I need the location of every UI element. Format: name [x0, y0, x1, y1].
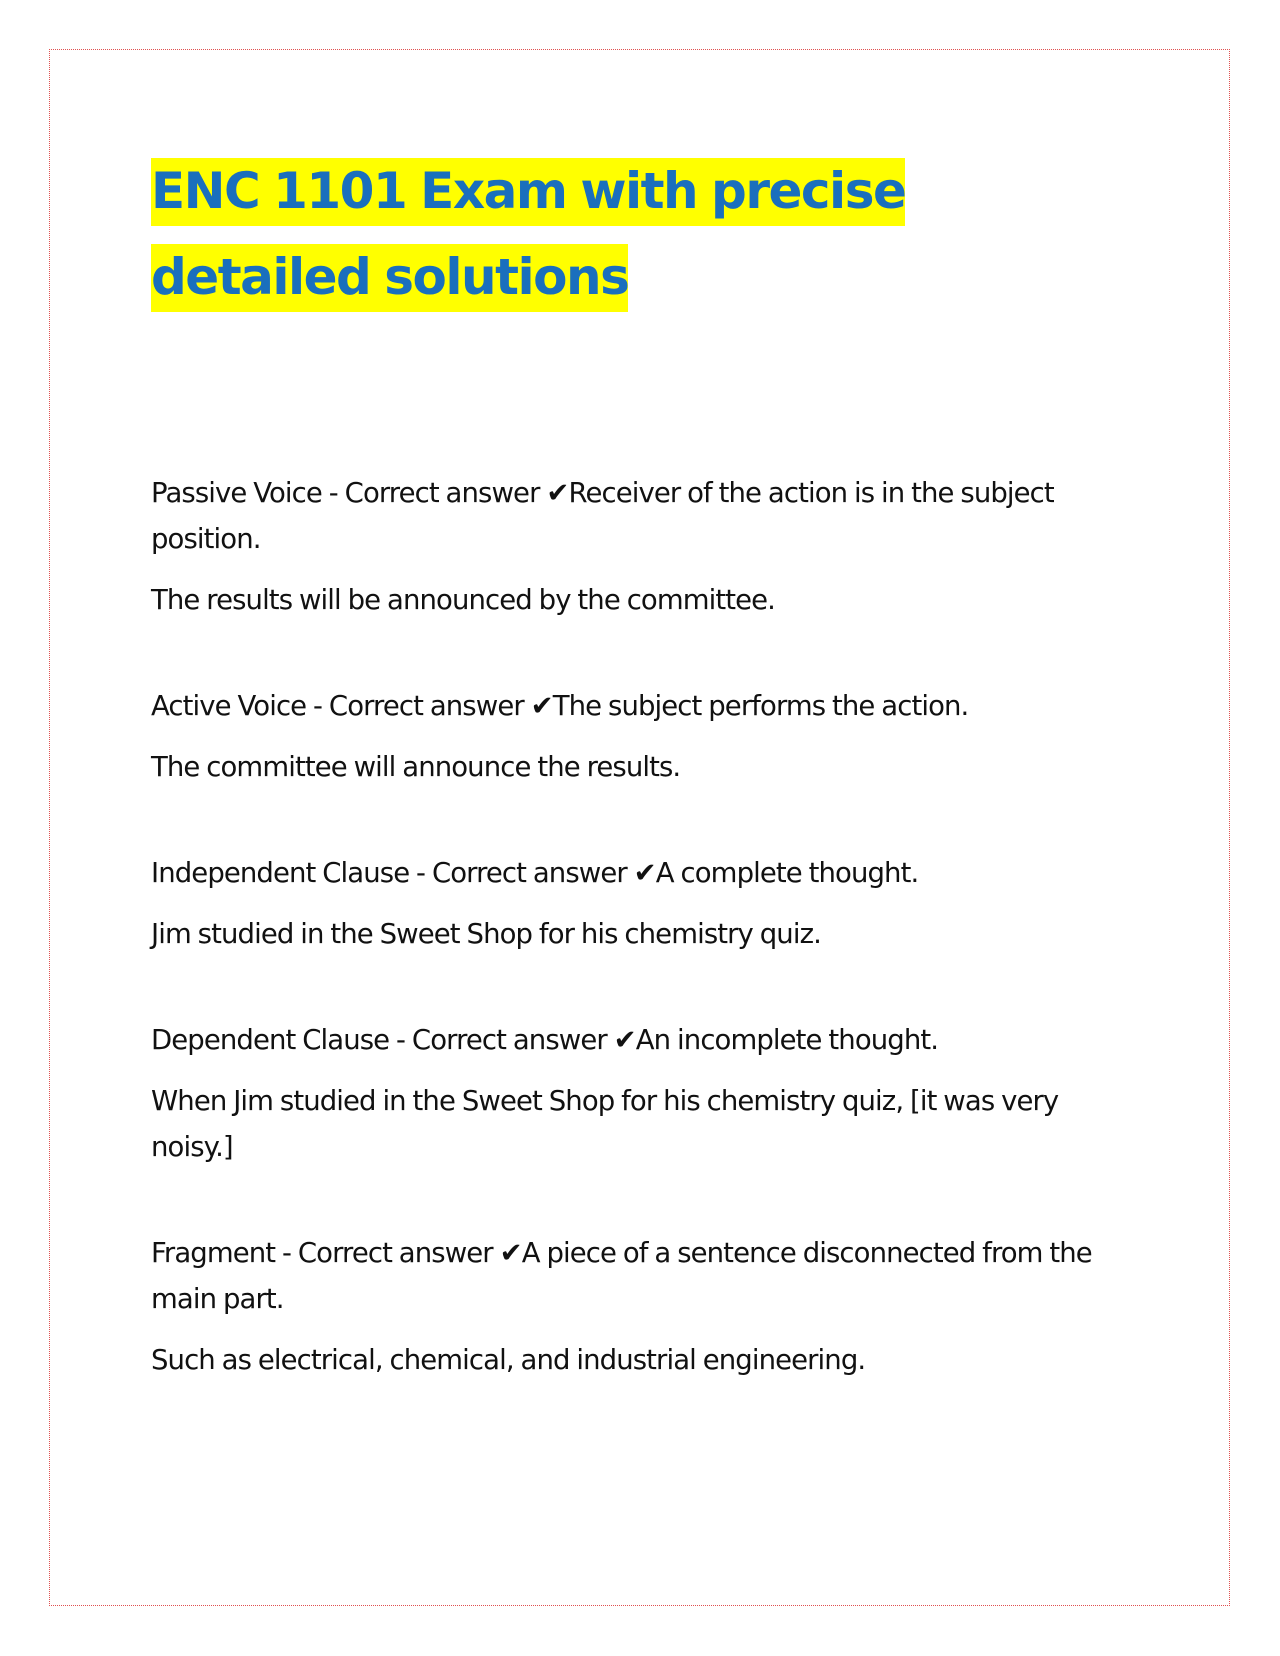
document-title	[151, 148, 1111, 320]
qa-entry	[151, 1017, 1111, 1170]
answer-prefix: Correct answer	[431, 857, 627, 889]
check-icon: ✔	[546, 477, 569, 509]
entry-definition: A piece of a sentence disconnected from the main part.	[151, 1237, 1092, 1315]
answer-prefix: Correct answer	[328, 690, 524, 722]
entry-example: The committee will announce the results.	[151, 751, 681, 783]
check-icon: ✔	[633, 857, 656, 889]
entry-term: Dependent Clause	[151, 1024, 390, 1056]
qa-entry	[151, 470, 1111, 623]
entry-question: Dependent Clause - Correct answer ✔An incomplete thought.	[151, 1024, 939, 1056]
entry-term: Passive Voice	[151, 477, 322, 509]
qa-entry	[151, 683, 1111, 790]
entry-term: Fragment	[151, 1237, 276, 1269]
entry-example: When Jim studied in the Sweet Shop for his chemistry quiz, [it was very noisy.]	[151, 1085, 1059, 1163]
entry-definition: Receiver of the action is in the subject position.	[151, 477, 1054, 555]
check-icon: ✔	[613, 1024, 636, 1056]
entry-question: Active Voice - Correct answer ✔The subject performs the action.	[151, 690, 969, 722]
entry-definition: An incomplete thought.	[635, 1024, 939, 1056]
entry-question: Fragment - Correct answer ✔A piece of a sentence disconnected from the main part.	[151, 1237, 1092, 1315]
entry-term: Independent Clause	[151, 857, 410, 889]
title-highlight: ENC 1101 Exam with precise detailed solutions	[151, 158, 905, 312]
entry-term: Active Voice	[151, 690, 307, 722]
entry-question: Passive Voice - Correct answer ✔Receiver of the action is in the subject position.	[151, 477, 1054, 555]
check-icon: ✔	[499, 1237, 522, 1269]
entry-question: Independent Clause - Correct answer ✔A complete thought.	[151, 857, 919, 889]
answer-prefix: Correct answer	[344, 477, 540, 509]
entry-example: The results will be announced by the committee.	[151, 584, 776, 616]
answer-prefix: Correct answer	[411, 1024, 607, 1056]
entry-example: Such as electrical, chemical, and industrial engineering.	[151, 1344, 866, 1376]
entry-definition: A complete thought.	[655, 857, 919, 889]
qa-entry	[151, 1230, 1111, 1383]
entry-definition: The subject performs the action.	[552, 690, 969, 722]
qa-entries	[151, 470, 1111, 1383]
check-icon: ✔	[530, 690, 553, 722]
qa-entry	[151, 850, 1111, 957]
document-content	[151, 148, 1111, 1443]
answer-prefix: Correct answer	[297, 1237, 493, 1269]
entry-example: Jim studied in the Sweet Shop for his chemistry quiz.	[151, 918, 821, 950]
